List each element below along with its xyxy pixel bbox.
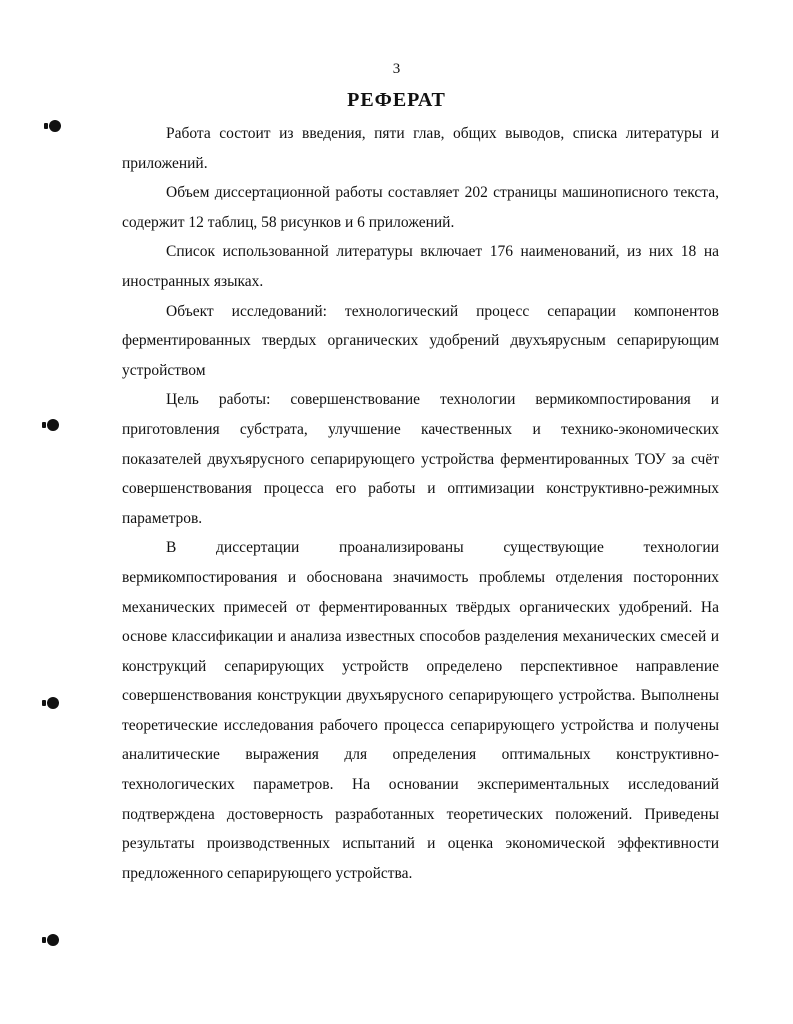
page-title: РЕФЕРАТ [347,89,446,111]
punch-hole-mark [47,697,59,709]
page-number: 3 [392,61,401,77]
abstract-body [122,119,719,888]
paragraph-structure: Работа состоит из введения, пяти глав, общих выводов, списка литературы и приложений. [122,125,719,172]
punch-hole-mark [47,419,59,431]
paragraph-summary: В диссертации проанализированы существующие технологии вермикомпостирования и обоснована значимость проблемы отделения посторонних механических примесей от ферментированных твёрдых органических удобрений. На основе классификации и анализа известных способов разделения механических смесей и конструкций сепарирующих устройств определено перспективное направление совершенствования конструкции двухъярусного сепарирующего устройства. Выполнены теоретические исследования рабочего процесса сепарирующего устройства и получены аналитические выражения для определения оптимальных конструктивно- технологических параметров. На основании экспериментальных исследований подтверждена достоверность разработанных теоретических положений. Приведены результаты производственных испытаний и оценка экономической эффективности предложенного сепарирующего устройства. [122,539,719,882]
punch-hole-mark [47,934,59,946]
punch-hole-mark [49,120,61,132]
paragraph-object: Объект исследований: технологический процесс сепарации компонентов ферментированных твердых органических удобрений двухъярусным сепарирующим устройством [122,302,719,379]
paragraph-references: Список использованной литературы включает 176 наименований, из них 18 на иностранных языках. [122,243,719,290]
paragraph-volume: Объем диссертационной работы составляет 202 страницы машинописного текста, содержит 12 таблиц, 58 рисунков и 6 приложений. [122,184,719,231]
paragraph-goal: Цель работы: совершенствование технологии вермикомпостирования и приготовления субстрата, улучшение качественных и технико-экономических показателей двухъярусного сепарирующего устройства ферментированных ТОУ за счёт совершенствования процесса его работы и оптимизации конструктивно-режимных параметров. [122,391,719,527]
